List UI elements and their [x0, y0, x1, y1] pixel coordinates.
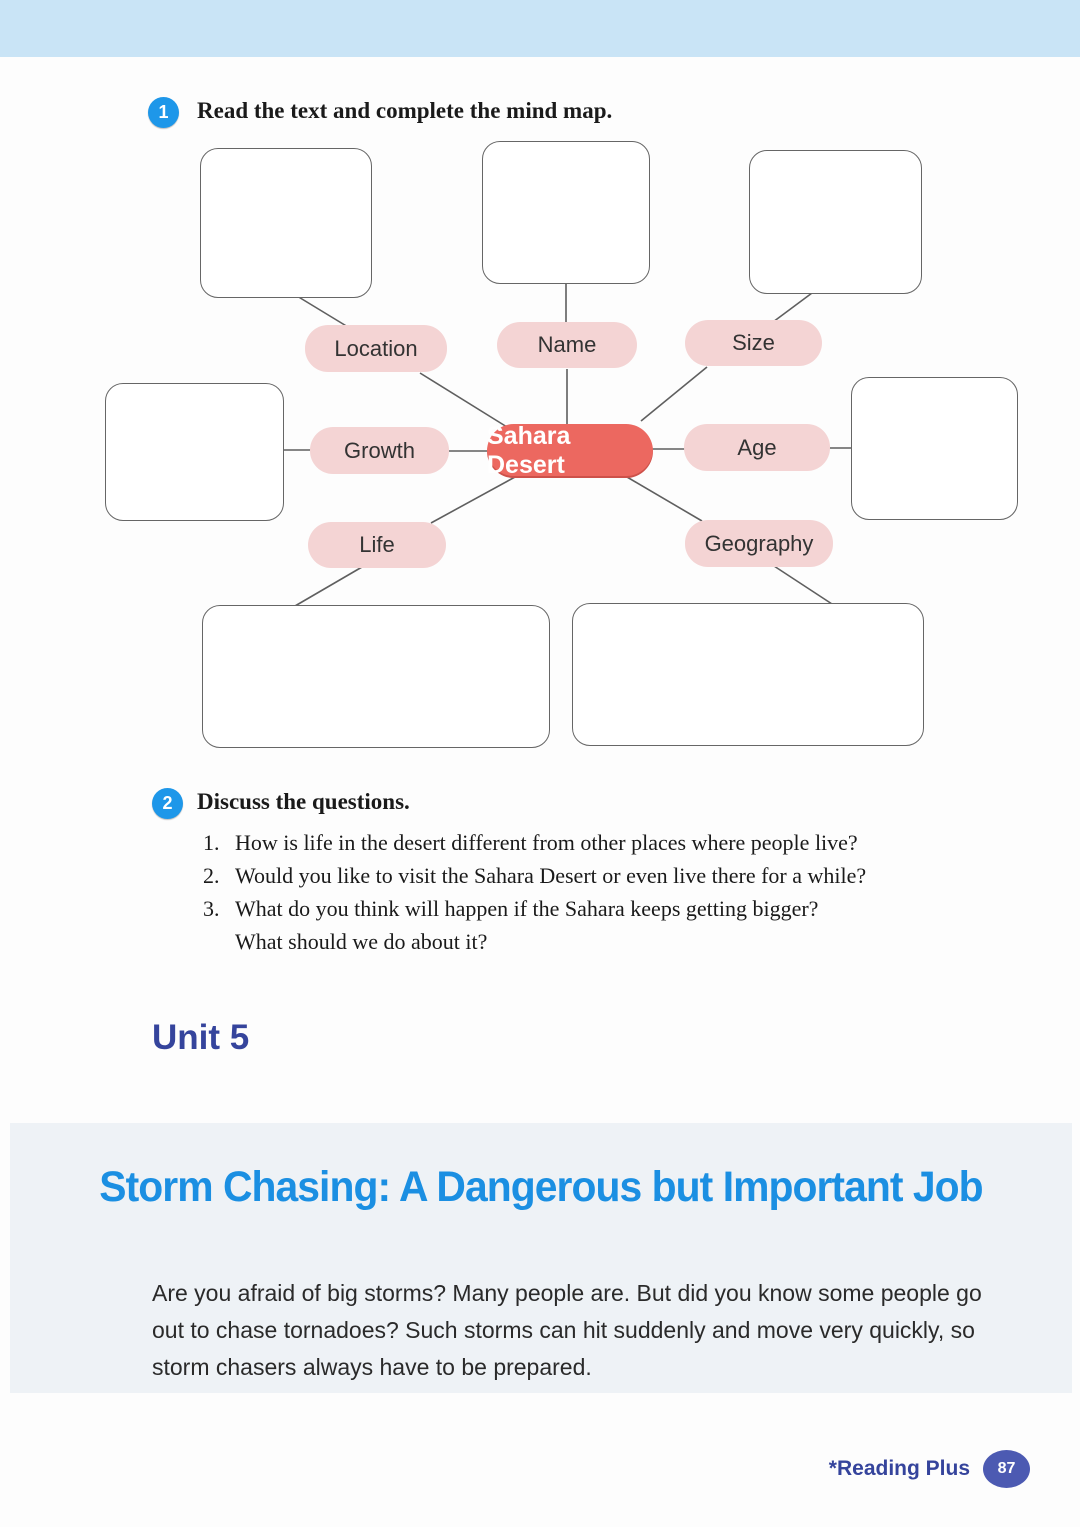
article-panel	[10, 1123, 1072, 1393]
connector-geography-box	[774, 566, 832, 604]
mindmap-branch-geography: Geography	[685, 520, 833, 567]
question-item	[203, 892, 1023, 925]
page-number-badge: 87	[983, 1450, 1030, 1488]
question-text: What do you think will happen if the Sahara keeps getting bigger?	[235, 896, 819, 921]
unit-heading: Unit 5	[152, 1018, 250, 1057]
mindmap-branch-age: Age	[684, 424, 830, 471]
mindmap-branch-growth: Growth	[310, 427, 449, 474]
reading-plus-label: *Reading Plus	[828, 1457, 970, 1480]
mindmap-empty-box-life	[202, 605, 550, 748]
activity1-number-badge: 1	[148, 97, 179, 128]
activity1-title: Read the text and complete the mind map.	[197, 98, 613, 123]
mindmap-branch-life: Life	[308, 522, 446, 568]
page-footer	[640, 1450, 1030, 1488]
mindmap-empty-box-size	[749, 150, 922, 294]
article-title: Storm Chasing: A Dangerous but Important Job	[99, 1163, 983, 1211]
question-number: 2.	[203, 863, 220, 888]
connector-size-center	[641, 367, 707, 421]
connector-box-location	[297, 296, 348, 327]
mindmap-empty-box-age	[851, 377, 1018, 520]
connector-location-center	[420, 373, 507, 427]
mindmap-empty-box-growth	[105, 383, 284, 521]
question-number: 1.	[203, 830, 220, 855]
connector-center-geography	[627, 477, 702, 521]
question-item	[203, 859, 1023, 892]
connector-life-box	[295, 567, 362, 606]
question-number: 3.	[203, 896, 220, 921]
question-list	[203, 826, 1023, 958]
mindmap-empty-box-location	[200, 148, 372, 298]
activity2-title: Discuss the questions.	[197, 789, 410, 814]
mindmap-branch-size: Size	[685, 320, 822, 366]
mindmap-center-node: Sahara Desert	[487, 424, 653, 478]
mindmap-empty-box-name	[482, 141, 650, 284]
question-text: How is life in the desert different from other places where people live?	[235, 830, 858, 855]
mindmap-empty-box-geography	[572, 603, 924, 746]
mindmap-branch-name: Name	[497, 322, 637, 368]
mindmap-branch-location: Location	[305, 325, 447, 372]
question-item	[203, 826, 1023, 859]
question-text: Would you like to visit the Sahara Desert or even live there for a while?	[235, 863, 867, 888]
question-item	[203, 925, 1023, 958]
activity2-number-badge: 2	[152, 788, 183, 819]
article-intro-paragraph: Are you afraid of big storms? Many people are. But did you know some people go out to chase tornadoes? Such storms can hit suddenly and move very quickly, so storm chasers always have to be prepared.	[152, 1280, 982, 1380]
connector-box-size	[773, 293, 812, 322]
connector-center-life	[431, 477, 515, 523]
question-number	[203, 925, 235, 958]
question-text: What should we do about it?	[235, 929, 488, 954]
